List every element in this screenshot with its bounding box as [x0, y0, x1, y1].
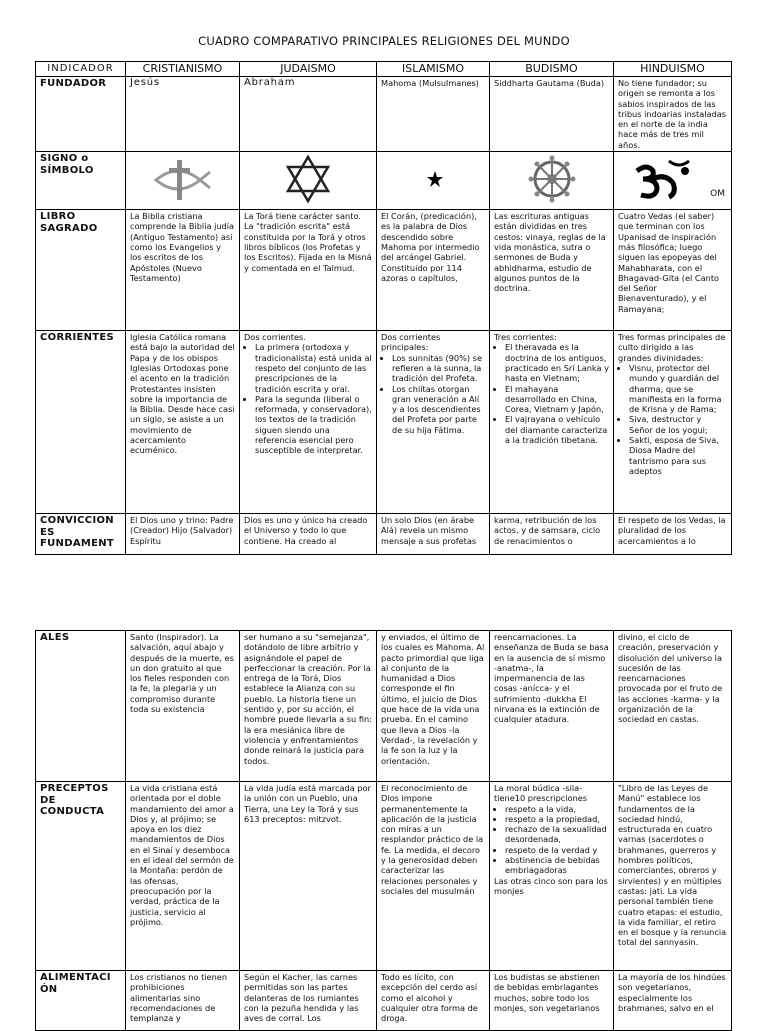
row-convicciones-cont [36, 631, 732, 782]
list-item: • Sakti, esposa de Siva, Diosa Madre del tantrismo para sus adeptos [629, 435, 727, 476]
preceptos-judaismo: La vida judía está marcada por la unión con un Pueblo, una Tierra, una Ley la Torá y sus 613 preceptos: mitzvot. [240, 782, 377, 971]
header-row [36, 62, 732, 77]
convicciones-cristianismo-cont: Santo (Inspirador). La salvación, aquí abajo y después de la muerte, es un don gratuito al que los fieles responden con la fe, la plegaria y un compromiso durante toda su existencia [126, 631, 240, 782]
label-alimentacion: ALIMENTACI ÓN [36, 971, 126, 1031]
header-cristianismo: CRISTIANISMO [126, 62, 240, 77]
list-item: • Para la segunda (liberal o reformada, y conservadora), los textos de la tradición siguen siendo una referencia esencial pero susceptible de interpretar. [255, 394, 372, 456]
convicciones-hinduismo-cont: divino, el ciclo de creación, preservación y disolución del universo la sucesión de las reencarnaciones provocada por el fruto de las acciones -karma- y la organización de la sociedad en castas. [614, 631, 732, 782]
signo-cristianismo [126, 152, 240, 210]
libro-hinduismo: Cuatro Vedas (el saber) que terminan con los Upanisad de inspiración más filosófica; luego siguen las epopeyas del Mahabharata, con el Bhagavad-Gita (el Canto del Señor Bienaventurado), y el Ramayana; [614, 210, 732, 331]
list-item: • El theravada es la doctrina de los antiguos, practicado en Srí Lanka y hasta en Vietnam; [505, 342, 609, 383]
convicciones-judaismo-cont: ser humano a su "semejanza", dotándolo de libre arbitrio y asignándole el papel de perfeccionar la creación. Por la entrega de la Torá, Dios establece la Alianza con su pueblo. La historia tiene un sentido y, por su acción, el hombre puede llevarla a su fin: la era mesiánica libre de violencia y enfrentamientos donde reinará la justicia para todos. [240, 631, 377, 782]
comparison-table-part-1 [35, 61, 732, 555]
list-item: • Visnu, protector del mundo y guardián del dharma, que se manifiesta en la forma de Krisna y de Rama; [629, 363, 727, 414]
page-title: CUADRO COMPARATIVO PRINCIPALES RELIGIONES DEL MUNDO [198, 34, 570, 48]
om-label: OM [710, 188, 725, 199]
convicciones-cristianismo: El Dios uno y trino: Padre (Creador) Hijo (Salvador) Espíritu [126, 514, 240, 555]
preceptos-islamismo: El reconocimiento de Dios impone permanentemente la aplicación de la justicia con miras a un resplandor práctico de la fe. La medida, el decoro y la generosidad deben caracterizar las relaciones personales y sociales del musulmán [377, 782, 490, 971]
preceptos-budismo-intro: La moral búdica -sila- tiene10 prescripciones [494, 783, 588, 804]
row-convicciones [36, 514, 732, 555]
preceptos-budismo-list [494, 804, 609, 876]
convicciones-islamismo: Un solo Dios (en árabe Alá) revela un mismo mensaje a sus profetas [377, 514, 490, 555]
preceptos-cristianismo: La vida cristiana está orientada por el doble mandamiento del amor a Dios y, al prójimo; se apoya en los diez mandamientos de Dios en el Sinaí y desemboca en el ideal del sermón de la Montaña: perdón de las ofensas, preocupación por la verdad, práctica de la justicia, servicio al prójimo. [126, 782, 240, 971]
crescent-star-icon [409, 154, 457, 204]
signo-hinduismo [614, 152, 732, 210]
convicciones-budismo: karma, retribución de los actos, y de samsara, ciclo de renacimientos o [490, 514, 614, 555]
corrientes-islamismo-intro: Dos corrientes principales: [381, 332, 441, 353]
convicciones-judaismo: Dios es uno y único ha creado el Universo y todo lo que contiene. Ha creado al [240, 514, 377, 555]
list-item: • respeto a la vida, [505, 804, 609, 814]
label-convicciones-cont: ALES [36, 631, 126, 782]
row-fundador [36, 77, 732, 152]
fundador-cristianismo: Jesús [126, 77, 240, 152]
libro-budismo: Las escrituras antiguas están divididas en tres cestos: vinaya, reglas de la vida monástica, sutra o sermones de Buda y abhidharma, estudio de algunos puntos de la doctrina. [490, 210, 614, 331]
label-corrientes: CORRIENTES [36, 331, 126, 514]
label-convicciones: CONVICCION ES FUNDAMENT [36, 514, 126, 555]
alimentacion-budismo: Los budistas se abstienen de bebidas embriagantes muchos, sobre todo los monjes, son vegetarianos [490, 971, 614, 1031]
comparison-table-part-2 [35, 630, 732, 1031]
list-item: • Los sunnitas (90%) se refieren a la sunna, la tradición del Profeta. [392, 353, 485, 384]
header-budismo: BUDISMO [490, 62, 614, 77]
corrientes-judaismo [240, 331, 377, 514]
preceptos-budismo-outro: Las otras cinco son para los monjes [494, 875, 608, 896]
list-item: • respeto a la propiedad, [505, 814, 609, 824]
label-libro: LIBRO SAGRADO [36, 210, 126, 331]
header-indicador: INDICADOR [36, 62, 126, 77]
corrientes-hinduismo-intro: Tres formas principales de culto dirigido a las grandes divinidades: [618, 332, 726, 363]
dharma-wheel-icon [527, 154, 577, 204]
convicciones-islamismo-cont: y enviados, el último de los cuales es Mahoma. Al pacto primordial que liga al conjunto de la humanidad a Dios corresponde el fin último, el juicio de Dios que hace de la vida una prueba. En el camino que lleva a Dios -la Verdad-, la revelación y la fe son la luz y la orientación. [377, 631, 490, 782]
signo-budismo [490, 152, 614, 210]
row-corrientes [36, 331, 732, 514]
header-hinduismo: HINDUISMO [614, 62, 732, 77]
corrientes-cristianismo: Iglesia Católica romana está bajo la autoridad del Papa y de los obispos Iglesias Ortodoxas pone el acento en la tradición Protestantes insisten sobre la importancia de la Biblia. Desde hace casi un siglo, se asiste a un movimiento de acercamiento ecuménico. [126, 331, 240, 514]
preceptos-hinduismo: "Libro de las Leyes de Manú" establece los fundamentos de la sociedad hindú, estructurada en cuatro varnas (sacerdotes o brahmanes, guerreros y hombres políticos, comerciantes, obreros y sirvientes) y en múltiples castas: jati. La vida personal también tiene cuatro etapas: el estudio, la vida familiar, el retiro en el bosque y la renuncia total del sannyasin. [614, 782, 732, 971]
list-item: • Siva, destructor y Señor de los yogui; [629, 414, 727, 435]
fundador-hinduismo: No tiene fundador; su origen se remonta a los sabios inspirados de las tribus indoarias instaladas en el norte de la india hace más de tres mil años. [614, 77, 732, 152]
libro-judaismo: La Torá tiene carácter santo. La "tradición escrita" está constituida por la Torá y otros libros bíblicos (los Profetas y los Escritos). Fijada en la Misná y comentada en el Talmud. [240, 210, 377, 331]
signo-islamismo [377, 152, 490, 210]
list-item: • La primera (ortodoxa y tradicionalista) está unida al respeto del conjunto de las prescripciones de la tradición escrita y oral. [255, 342, 372, 393]
label-signo: SIGNO o SÍMBOLO [36, 152, 126, 210]
list-item: • respeto de la verdad y [505, 845, 609, 855]
label-fundador: FUNDADOR [36, 77, 126, 152]
list-item: • rechazo de la sexualidad desordenada, [505, 824, 609, 845]
corrientes-islamismo-list [381, 353, 485, 435]
row-alimentacion [36, 971, 732, 1031]
om-symbol-icon [629, 157, 699, 201]
fundador-judaismo: Abraham [240, 77, 377, 152]
star-of-david-icon [284, 154, 332, 204]
row-libro [36, 210, 732, 331]
libro-cristianismo: La Biblia cristiana comprende la Biblia judía (Antiguo Testamento) así como los Evangelios y los escritos de los Apóstoles (Nuevo Testamento) [126, 210, 240, 331]
signo-judaismo [240, 152, 377, 210]
alimentacion-islamismo: Todo es lícito, con excepción del cerdo así como el alcohol y cualquier otra forma de droga. [377, 971, 490, 1031]
row-signo [36, 152, 732, 210]
list-item: • El vajrayana o vehículo del diamante caracteriza a la tradición tibetana. [505, 414, 609, 445]
list-item: • El mahayana desarrollado en China, Corea, Vietnam y Japón, [505, 384, 609, 415]
alimentacion-judaismo: Según el Kacher, las carnes permitidas son las partes delanteras de los rumiantes con la pezuña hendida y las aves de corral. Los [240, 971, 377, 1031]
corrientes-judaismo-list [244, 342, 372, 455]
fundador-budismo: Siddharta Gautama (Buda) [490, 77, 614, 152]
corrientes-judaismo-intro: Dos corrientes. [244, 332, 306, 343]
libro-islamismo: El Corán, (predicación), es la palabra de Dios descendido sobre Mahoma por intermedio del arcángel Gabriel. Constituido por 114 azoras o capítulos, [377, 210, 490, 331]
corrientes-budismo-list [494, 342, 609, 445]
fundador-islamismo: Mahoma (Mulsulmanes) [377, 77, 490, 152]
convicciones-budismo-cont: reencarnaciones. La enseñanza de Buda se basa en la ausencia de sí mismo -anatma-, la impermanencia de las cosas -aníccа- y el sufrimiento -dukkha El nirvana es la extinción de cualquier atadura. [490, 631, 614, 782]
corrientes-hinduismo [614, 331, 732, 514]
alimentacion-cristianismo: Los cristianos no tienen prohibiciones alimentarias sino recomendaciones de templanza y [126, 971, 240, 1031]
list-item: • Los chiítas otorgan gran veneración a Alí y a los descendientes del Profeta por parte de su hija Fátima. [392, 384, 485, 435]
christian-cross-fish-icon [148, 154, 218, 204]
preceptos-budismo [490, 782, 614, 971]
row-preceptos [36, 782, 732, 971]
corrientes-budismo-intro: Tres corrientes: [494, 332, 557, 343]
header-judaismo: JUDAISMO [240, 62, 377, 77]
header-islamismo: ISLAMISMO [377, 62, 490, 77]
corrientes-hinduismo-list [618, 363, 727, 476]
corrientes-budismo [490, 331, 614, 514]
alimentacion-hinduismo: La mayoría de los hindúes son vegetarianos, especialmente los brahmanes, salvo en el [614, 971, 732, 1031]
corrientes-islamismo [377, 331, 490, 514]
label-preceptos: PRECEPTOS DE CONDUCTA [36, 782, 126, 971]
list-item: • abstinencia de bebidas embriagadoras [505, 855, 609, 876]
convicciones-hinduismo: El respeto de los Vedas, la pluralidad de los acercamientos a lo [614, 514, 732, 555]
